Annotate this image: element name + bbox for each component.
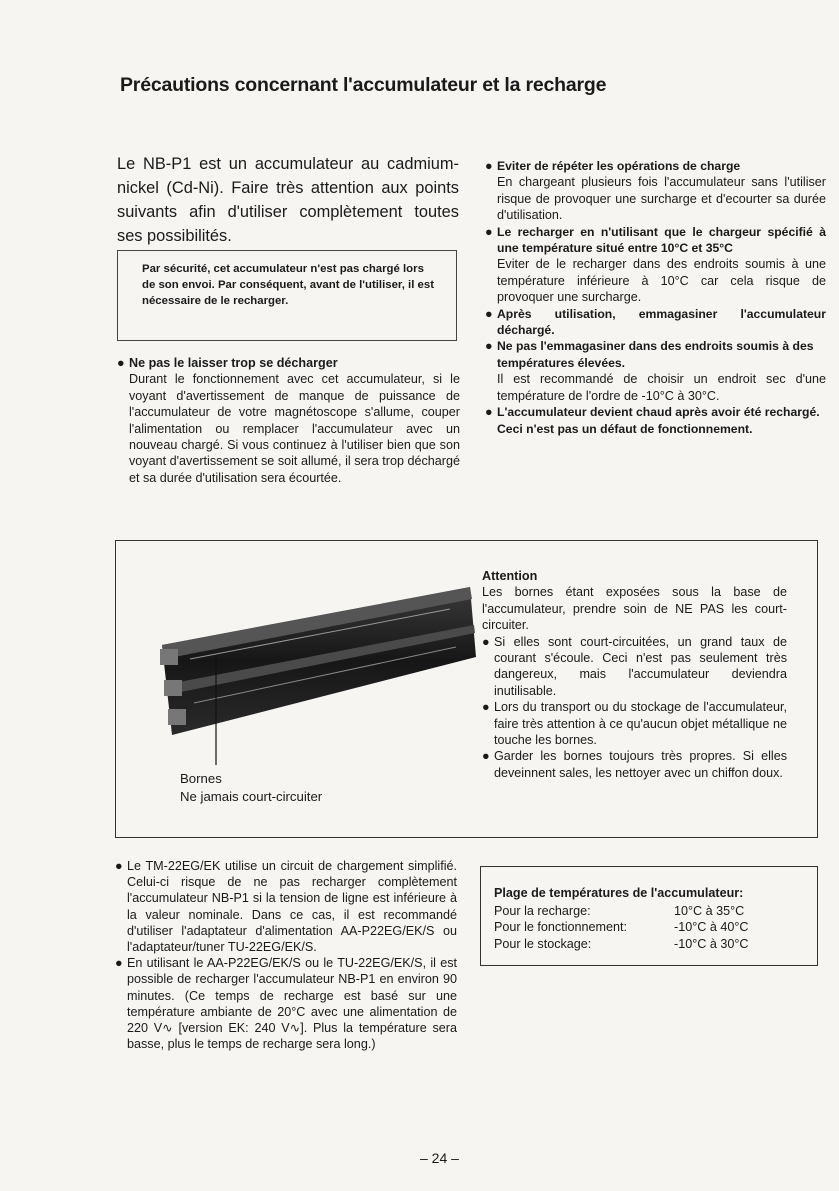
list-item (115, 858, 457, 955)
bullet-icon: ● (485, 339, 493, 354)
bullet-heading: Ne pas le laisser trop se décharger (129, 356, 338, 370)
bullet-text: Si elles sont court-circuitées, un grand taux de courant s'écoule. Ceci n'est pas seulement très dangereux, mais l'accumulateur deviendra inutilisable. (494, 634, 787, 698)
bullet-icon: ● (485, 405, 493, 420)
attention-heading: Attention (482, 569, 538, 583)
list-item (485, 224, 826, 306)
temperature-label: Pour la recharge: (494, 903, 591, 918)
bullet-icon: ● (482, 749, 490, 764)
bullet-icon: ● (117, 356, 125, 370)
list-item (482, 748, 787, 781)
left-precautions-list (117, 355, 460, 486)
temperature-label: Pour le stockage: (494, 936, 592, 951)
bullet-icon: ● (482, 700, 490, 715)
bullet-heading: Eviter de répéter les opérations de charge (497, 159, 741, 173)
bullet-text: En utilisant le AA-P22EG/EK/S ou le TU-22EG/EK/S, il est possible de recharger l'accumulateur NB-P1 en environ 90 minutes. (Ce temps de recharge est basé sur une température ambiante de 20°C avec une alimentation de 220 V∿ [version EK: 240 V∿]. Plus la température sera basse, plus le temps de recharge sera long.) (127, 956, 457, 1052)
bullet-icon: ● (485, 159, 493, 173)
bullet-heading: L'accumulateur devient chaud après avoir été rechargé. Ceci n'est pas un défaut de fonctionnement. (497, 405, 820, 436)
temperature-value: -10°C à 40°C (674, 920, 749, 934)
bullet-text: Lors du transport ou du stockage de l'accumulateur, faire très attention à ce qu'aucun objet métallique ne touche les bornes. (494, 700, 787, 748)
temperature-row (494, 903, 817, 920)
bullet-icon: ● (485, 224, 493, 239)
bullet-heading: Le recharger en n'utilisant que le chargeur spécifié à une température situé entre 10°C et 35°C (497, 224, 826, 256)
bullet-text: Le TM-22EG/EK utilise un circuit de chargement simplifié. Celui-ci risque de ne pas recharger complètement l'accumulateur NB-P1 si la tension de ligne est inférieure à la valeur nominale. Dans ce cas, il est recommandé d'utiliser l'adaptateur d'alimentation AA-P22EG/EK/S ou l'adaptateur/tuner TU-22EG/EK/S. (127, 859, 457, 955)
list-item (485, 306, 826, 339)
bullet-text: Garder les bornes toujours très propres. Si elles deveinnent sales, les nettoyer avec un chiffon doux. (494, 749, 787, 780)
charging-notes (115, 858, 457, 1052)
temperature-label: Pour le fonctionnement: (494, 920, 628, 934)
bullet-heading: Après utilisation, emmagasiner l'accumulateur déchargé. (497, 306, 826, 338)
safety-notice-text: Par sécurité, cet accumulateur n'est pas chargé lors de son envoi. Par conséquent, avant de l'utiliser, il est nécessaire de le recharger. (142, 263, 434, 307)
bullet-icon: ● (482, 634, 490, 649)
list-item (482, 699, 787, 748)
page-title: Précautions concernant l'accumulateur et la recharge (120, 74, 607, 96)
temperature-value: 10°C à 35°C (674, 903, 745, 918)
list-item (485, 158, 826, 224)
temperature-row (494, 919, 817, 936)
bullet-text: Il est recommandé de choisir un endroit sec d'une température de l'ordre de -10°C à 30°C. (497, 372, 826, 403)
safety-notice-box (117, 250, 457, 341)
terminals-caption: Bornes (180, 771, 222, 786)
attention-text: Les bornes étant exposées sous la base de l'accumulateur, prendre soin de NE PAS les court-circuiter. (482, 585, 787, 633)
bullet-text: Eviter de le recharger dans des endroits soumis à une température inférieure à 10°C car cela risque de provoquer une surcharge. (497, 257, 826, 305)
attention-section (482, 568, 787, 781)
battery-illustration (150, 585, 480, 765)
temperature-range-box (480, 866, 818, 966)
temperature-heading: Plage de températures de l'accumulateur: (494, 886, 744, 900)
list-item (117, 355, 460, 486)
list-item (485, 338, 826, 404)
temperature-value: -10°C à 30°C (674, 936, 749, 951)
bullet-heading: Ne pas l'emmagasiner dans des endroits soumis à des températures élevées. (497, 339, 814, 370)
intro-paragraph: Le NB-P1 est un accumulateur au cadmium-nickel (Cd-Ni). Faire très attention aux points suivants afin d'utiliser complètement toutes ses possibilités. (117, 155, 459, 245)
bullet-text: Durant le fonctionnement avec cet accumulateur, si le voyant d'avertissement de manque de puissance de l'accumulateur de votre magnétoscope s'allume, couper l'alimentation ou remplacer l'accumulateur avec un nouveau chargé. Si vous continuez à l'utiliser bien que son voyant d'avertissement se soit allumé, il sera trop déchargé et sa durée d'utilisation sera écourtée. (129, 372, 460, 485)
terminals-warning: Ne jamais court-circuiter (180, 789, 323, 804)
bullet-icon: ● (115, 859, 123, 873)
list-item (115, 955, 457, 1052)
bullet-text: En chargeant plusieurs fois l'accumulateur sans l'utiliser risque de provoquer une surcharge et d'ecourter sa durée d'utilisation. (497, 175, 826, 223)
terminals-label (180, 770, 322, 806)
temperature-row (494, 936, 817, 953)
right-precautions-list (485, 158, 826, 437)
bullet-icon: ● (485, 306, 493, 321)
bullet-icon: ● (115, 956, 123, 971)
page-number: – 24 – (420, 1150, 459, 1166)
list-item (485, 404, 826, 437)
list-item (482, 634, 787, 700)
